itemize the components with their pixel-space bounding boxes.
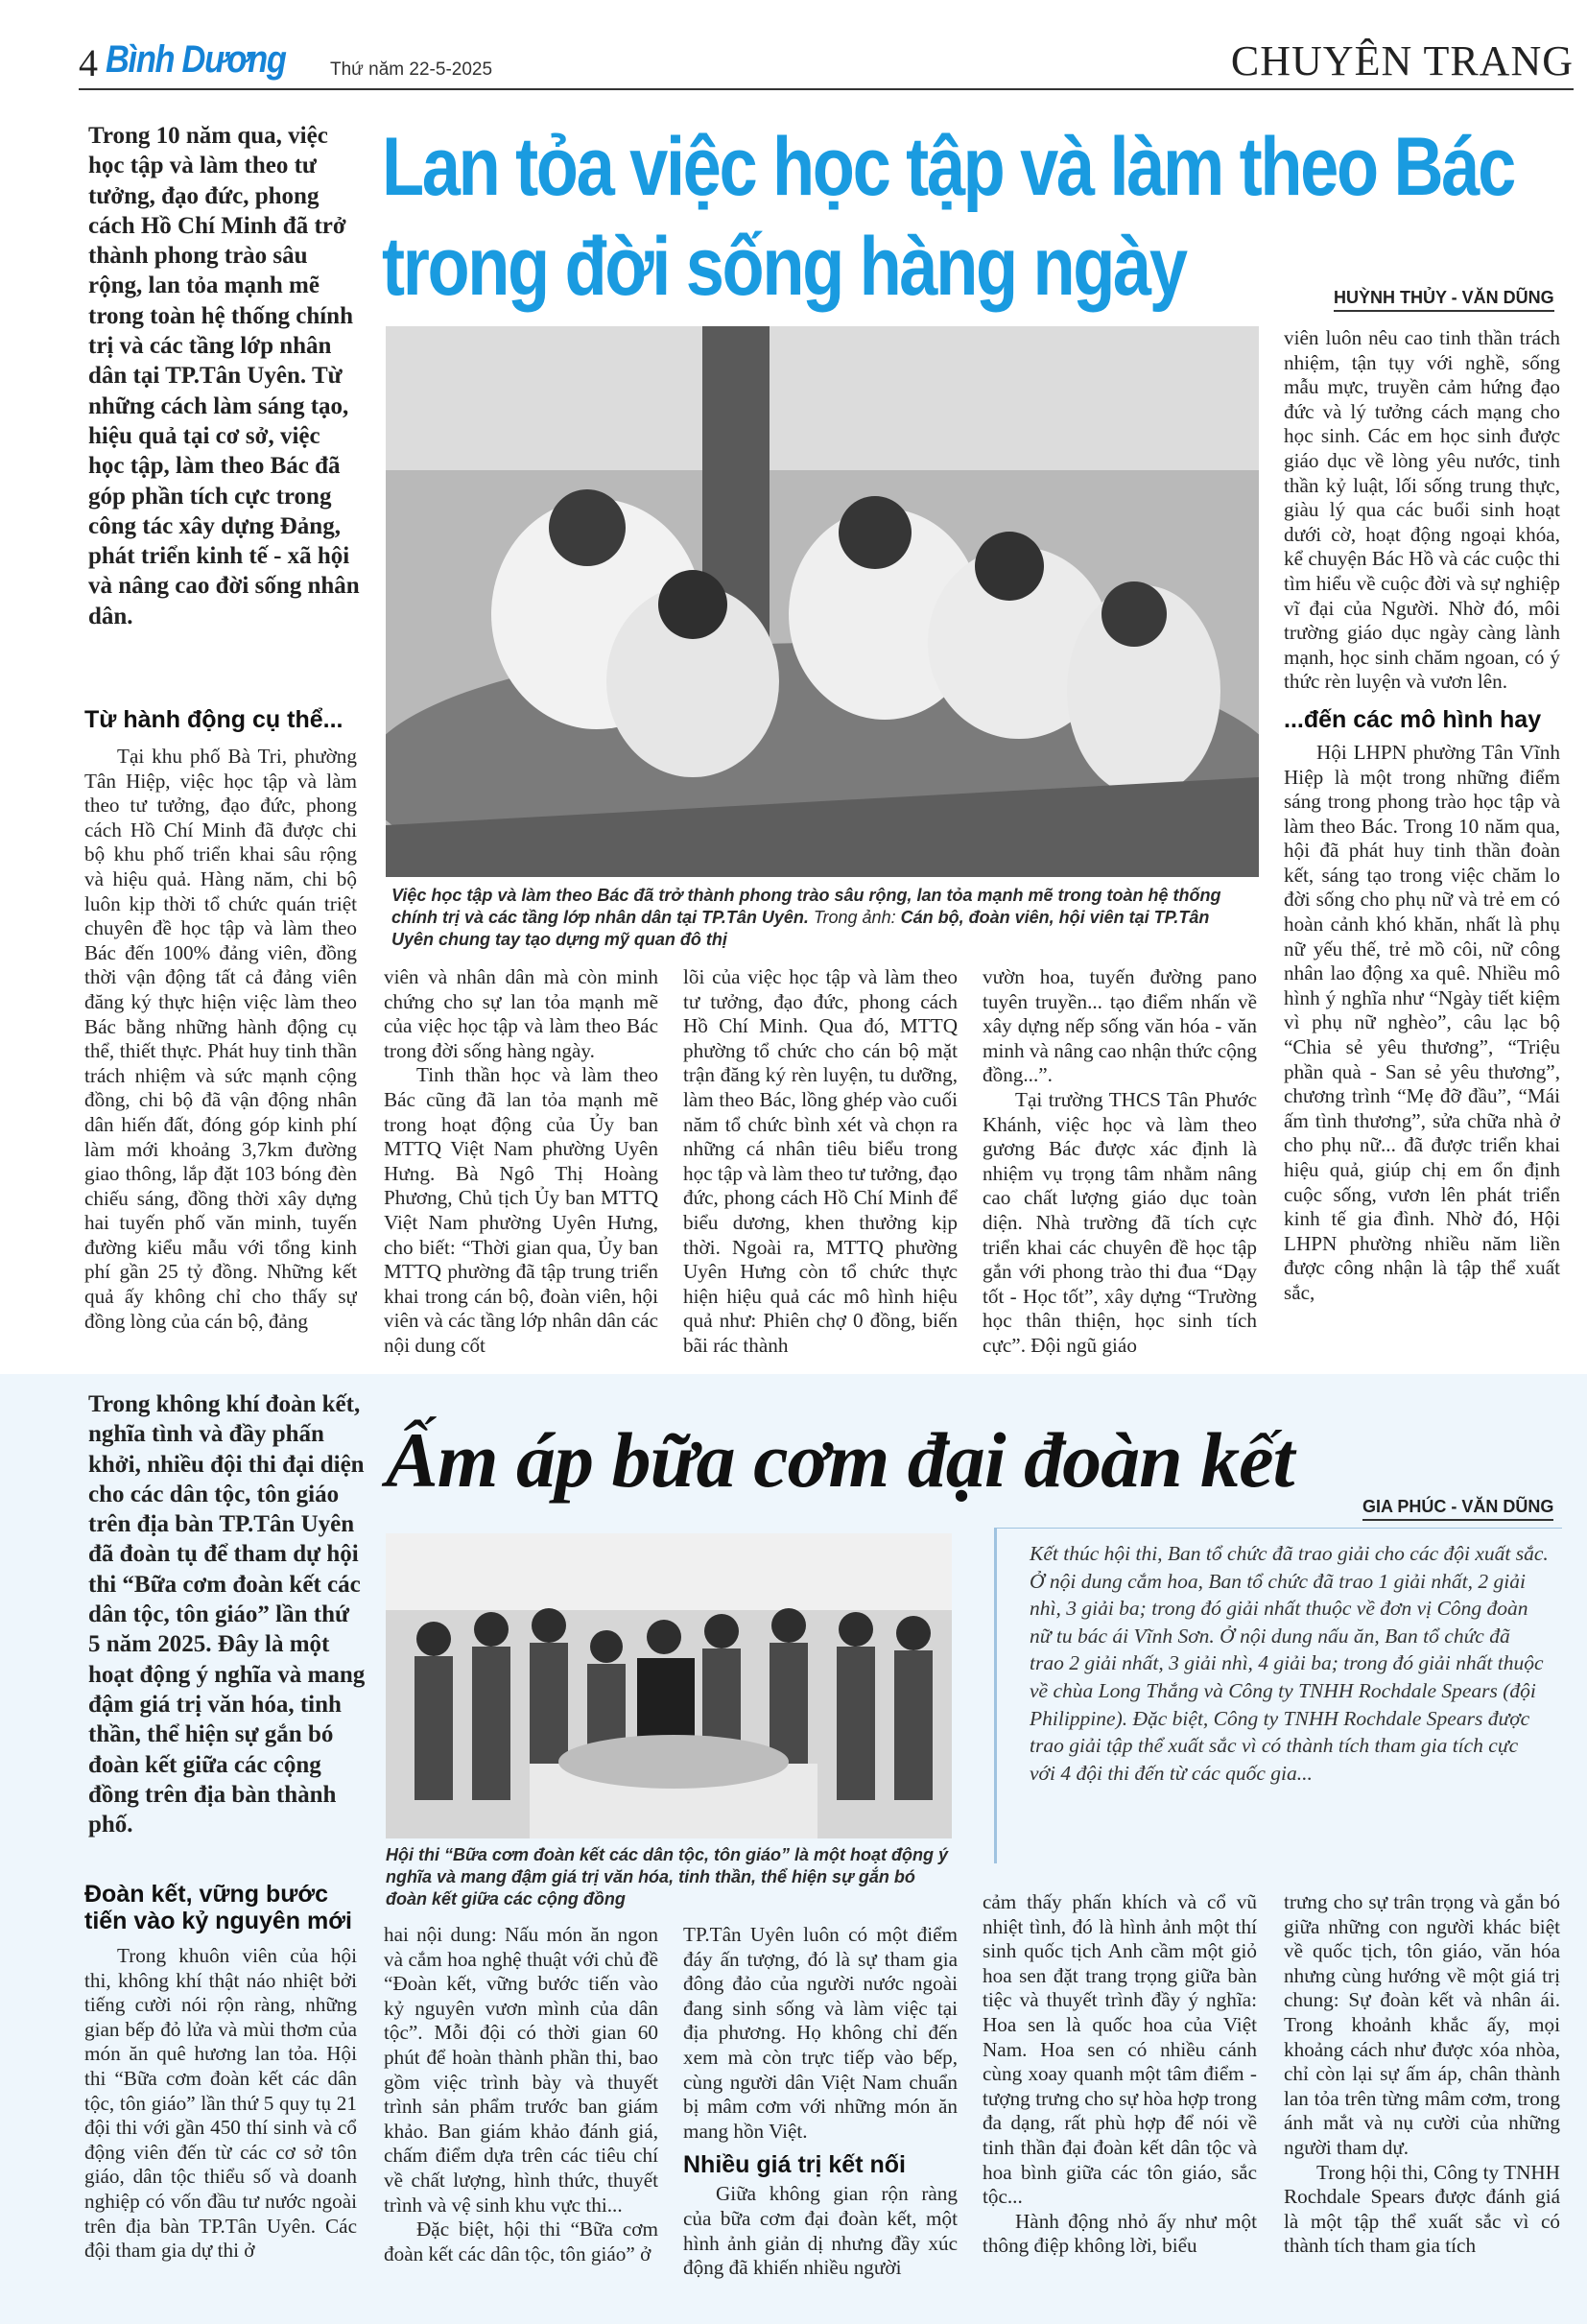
article1-col1-text: Tại khu phố Bà Tri, phường Tân Hiệp, việc học tập và làm theo tư tưởng, đạo đức, phong cách Hồ Chí Minh đã được chi bộ khu phố triển khai sâu rộng và hiệu quả. Hàng năm, chi bộ luôn kịp thời tổ chức quán triệt chuyên đề học tập và làm theo Bác đến 100% đảng viên, đồng thời vận động tất cả đảng viên đăng ký thực hiện việc làm theo Bác bằng những hành động cụ thể, thiết thực. Phát huy tinh thần trách nhiệm và sức mạnh cộng đồng, chi bộ đã vận động nhân dân hiến đất, đóng góp kinh phí làm mới khoảng 3,7km đường giao thông, lắp đặt 103 bóng đèn chiếu sáng, đồng thời xây dựng hai tuyến phố văn minh, tuyến đường kiểu mẫu với tổng kinh phí gần 25 tỷ đồng. Những kết quả ấy không chỉ cho thấy sự đồng lòng của cán bộ, đảng [84, 745, 357, 1333]
article1-col1 [84, 706, 357, 1359]
article1-col4 [983, 965, 1257, 1359]
article2-col5 [1284, 1890, 1560, 2312]
article2-col4-text1: cảm thấy phấn khích và cổ vũ nhiệt tình, đó là hình ảnh một thí sinh quốc tịch Anh cầm một giỏ hoa sen đặt trang trọng giữa bàn tiệc và thuyết trình đầy ý nghĩa: Hoa sen là quốc hoa của Việt Nam. Hoa sen có nhiều cánh cùng xoay quanh một tâm điểm - tượng trưng cho sự hòa hợp trong đa dạng, rất phù hợp để nói về tinh thần đại đoàn kết dân tộc và hoa bình giữa các tôn giáo, sắc tộc... [983, 1890, 1257, 2209]
article1-col2-text2: Tinh thần học và làm theo Bác cũng đã lan tỏa mạnh mẽ trong hoạt động của Ủy ban MTTQ Việt Nam phường Uyên Hưng. Bà Ngô Thị Hoàng Phương, Chủ tịch Ủy ban MTTQ Việt Nam phường Uyên Hưng, cho biết: “Thời gian qua, Ủy ban MTTQ phường đã tập trung triển khai trong cán bộ, đoàn viên, hội viên và các tầng lớp nhân dân các nội dung cốt [384, 1063, 658, 1357]
article2-col3-text1: TP.Tân Uyên luôn có một điểm đáy ấn tượng, đó là sự tham gia đông đảo của người nước ngoài đang sinh sống và làm việc tại địa phương. Họ không chỉ đến xem mà còn trực tiếp vào bếp, cùng người dân Việt Nam chuẩn bị mâm cơm với những món ăn mang hồn Việt. [683, 1923, 958, 2143]
article2-col2-text1: hai nội dung: Nấu món ăn ngon và cắm hoa nghệ thuật với chủ đề “Đoàn kết, vững bước tiến vào kỷ nguyên vươn mình của dân tộc”. Mỗi đội có thời gian 60 phút để hoàn thành phần thi, bao gồm việc trình bày và thuyết trình sản phẩm trước ban giám khảo. Ban giám khảo đánh giá, chấm điểm dựa trên các tiêu chí về chất lượng, hình thức, thuyết trình và vệ sinh khu vực thi... [384, 1923, 658, 2217]
article1-col4-text1: vườn hoa, tuyến đường pano tuyên truyền... tạo điểm nhấn về xây dựng nếp sống văn hóa - văn minh và nâng cao nhận thức cộng đồng...”. [983, 965, 1257, 1087]
issue-date: Thứ năm 22-5-2025 [330, 59, 493, 80]
article2-col1 [84, 1881, 357, 2312]
article1-lead: Trong 10 năm qua, việc học tập và làm theo tư tưởng, đạo đức, phong cách Hồ Chí Minh đã trở thành phong trào sâu rộng, lan tỏa mạnh mẽ trong toàn hệ thống chính trị và các tầng lớp nhân dân tại TP.Tân Uyên. Từ những cách làm sáng tạo, hiệu quả tại cơ sở, việc học tập, làm theo Bác đã góp phần tích cực trong công tác xây dựng Đảng, phát triển kinh tế - xã hội và nâng cao đời sống nhân dân. [88, 123, 360, 629]
header-rule [79, 88, 1574, 90]
article2-col3-text2: Giữa không gian rộn ràng của bữa cơm đại đoàn kết, một hình ảnh giản dị nhưng đầy xúc động đã khiến nhiều người [683, 2182, 958, 2280]
article1-subhead1: Từ hành động cụ thể... [84, 706, 343, 733]
article1-col5 [1284, 326, 1560, 1359]
article1-photo[interactable] [386, 326, 1259, 877]
photo-illustration [386, 326, 1259, 877]
article2-photo[interactable] [386, 1533, 952, 1838]
article1-col5-text2: Hội LHPN phường Tân Vĩnh Hiệp là một trong những điểm sáng trong phong trào học tập và làm theo Bác. Trong 10 năm qua, hội đã phát huy tinh thần đoàn kết, sáng tạo trong việc chăm lo đời sống cho phụ nữ và trẻ em có hoàn cảnh khó khăn, nhất là phụ nữ yếu thế, trẻ mồ côi, nữ công nhân lao động xa quê. Nhiều mô hình ý nghĩa như “Ngày tiết kiệm vì phụ nữ nghèo”, câu lạc bộ “Chia sẻ yêu thương”, “Triệu phần quà - San sẻ yêu thương”, chương trình “Mẹ đỡ đầu”, “Mái ấm tình thương”, sửa chữa nhà ở cho phụ nữ... đã được triển khai hiệu quả, giúp chị em ổn định cuộc sống, vươn lên phát triển kinh tế gia đình. Nhờ đó, Hội LHPN phường nhiều năm liền được công nhận là tập thể xuất sắc, [1284, 740, 1560, 1304]
article1-col5-text: viên luôn nêu cao tinh thần trách nhiệm, tận tụy với nghề, sống mẫu mực, truyền cảm hứng đạo đức và lý tưởng cách mạng cho học sinh. Các em học sinh được giáo dục về lòng yêu nước, tinh thần kỷ luật, lối sống trung thực, giàu lý qua các buổi sinh hoạt dưới cờ, hoạt động ngoại khóa, kể chuyện Bác Hồ và các cuộc thi tìm hiểu về cuộc đời và sự nghiệp vĩ đại của Người. Nhờ đó, môi trường giáo dục ngày càng lành mạnh, học sinh chăm ngoan, có ý thức rèn luyện và vươn lên. [1284, 326, 1560, 694]
article1-photo-caption: Việc học tập và làm theo Bác đã trở thành phong trào sâu rộng, lan tỏa mạnh mẽ trong toàn hệ thống chính trị và các tầng lớp nhân dân tại TP.Tân Uyên. Trong ảnh: Cán bộ, đoàn viên, hội viên tại TP.Tân Uyên chung tay tạo dựng mỹ quan đô thị [391, 886, 1221, 949]
article2-col5-text1: trưng cho sự trân trọng và gắn bó giữa những con người khác biệt về quốc tịch, tôn giáo, văn hóa nhưng cùng hướng về một giá trị chung: Sự đoàn kết và nhân ái. Trong khoảnh khắc ấy, mọi khoảng cách như được xóa nhòa, chỉ còn lại sự ấm áp, chân thành lan tỏa trên từng mâm cơm, trong ánh mắt và nụ cười của những người tham dự. [1284, 1890, 1560, 2159]
article2-col2-text2: Đặc biệt, hội thi “Bữa cơm đoàn kết các dân tộc, tôn giáo” ở [384, 2217, 658, 2265]
article2-byline: GIA PHÚC - VĂN DŨNG [1362, 1497, 1553, 1521]
article2-quote-box: Kết thúc hội thi, Ban tổ chức đã trao giải cho các đội xuất sắc. Ở nội dung cắm hoa, Ban tổ chức đã trao 1 giải nhất, 2 giải nhì, 3 giải ba; trong đó giải nhất thuộc về đơn vị Công đoàn nữ tu bác ái Vĩnh Sơn. Ở nội dung nấu ăn, Ban tổ chức đã trao 2 giải nhất, 3 giải nhì, 4 giải ba; trong đó giải nhất thuộc về chùa Long Thắng và Công ty TNHH Rochdale Spears (đội Philippine). Đặc biệt, Công ty TNHH Rochdale Spears được trao giải tập thể xuất sắc vì có thành tích tham gia tích cực với 4 đội thi đến từ các quốc gia... [994, 1528, 1562, 1863]
article1-title [382, 117, 1572, 317]
article1-byline: HUỲNH THỦY - VĂN DŨNG [1334, 288, 1554, 312]
article2-title: Ấm áp bữa cơm đại đoàn kết [386, 1416, 1294, 1504]
newspaper-logo[interactable]: Bình Dương [106, 38, 286, 81]
article2-subhead1: Đoàn kết, vững bước tiến vào kỷ nguyên mới [84, 1881, 352, 1934]
article2-panel [0, 1374, 1587, 2324]
article1-col4-text2: Tại trường THCS Tân Phước Khánh, việc học và làm theo gương Bác được xác định là nhiệm vụ trọng tâm nhằm nâng cao chất lượng giáo dục toàn diện. Nhà trường đã tích cực triển khai các chuyên đề học tập gắn với phong trào thi đua “Dạy tốt - Học tốt”, xây dựng “Trường học thân thiện, học sinh tích cực”. Đội ngũ giáo [983, 1087, 1257, 1357]
article2-subhead2: Nhiều giá trị kết nối [683, 2151, 906, 2179]
article2-col5-text2: Trong hội thi, Công ty TNHH Rochdale Spears được đánh giá là một tập thể xuất sắc vì có thành tích tham gia tích [1284, 2160, 1560, 2258]
article1-col2-text1: viên và nhân dân mà còn minh chứng cho sự lan tỏa mạnh mẽ của việc học tập và làm theo Bác trong đời sống hàng ngày. [384, 965, 658, 1062]
article2-lead: Trong không khí đoàn kết, nghĩa tình và đầy phấn khởi, nhiều đội thi đại diện cho các dân tộc, tôn giáo trên địa bàn TP.Tân Uyên đã đoàn tụ để tham dự hội thi “Bữa cơm đoàn kết các dân tộc, tôn giáo” lần thứ 5 năm 2025. Đây là một hoạt động ý nghĩa và mang đậm giá trị văn hóa, tinh thần, thể hiện sự gắn bó đoàn kết giữa các cộng đồng trên địa bàn thành phố. [88, 1391, 366, 1838]
article1-title-line2: trong đời sống hàng ngày [382, 221, 1186, 313]
article1-col2 [384, 965, 658, 1359]
article1-title-line1: Lan tỏa việc học tập và làm theo Bác [382, 121, 1514, 213]
article2-col4-text2: Hành động nhỏ ấy như một thông điệp không lời, biểu [983, 2209, 1257, 2258]
article2-col2 [384, 1923, 658, 2312]
article2-col3 [683, 1923, 958, 2312]
page-number: 4 [79, 41, 98, 84]
article2-col1-text: Trong khuôn viên của hội thi, không khí thật náo nhiệt bởi tiếng cười nói rộn ràng, những gian bếp đỏ lửa và mùi thơm của món ăn quê hương lan tỏa. Hội thi “Bữa cơm đoàn kết các dân tộc, tôn giáo” lần thứ 5 quy tụ 21 đội thi với gần 450 thí sinh và cổ động viên đến từ các cơ sở tôn giáo, dân tộc thiểu số và doanh nghiệp có vốn đầu tư nước ngoài trên địa bàn TP.Tân Uyên. Các đội tham gia dự thi ở [84, 1944, 357, 2263]
article2-photo-caption: Hội thi “Bữa cơm đoàn kết các dân tộc, tôn giáo” là một hoạt động ý nghĩa và mang đậm giá trị văn hóa, tinh thần, thể hiện sự gắn bó đoàn kết giữa các cộng đồng [386, 1845, 948, 1909]
article1-subhead2: ...đến các mô hình hay [1284, 705, 1542, 733]
page-header [79, 36, 1574, 90]
article1-col3 [683, 965, 958, 1359]
article1-col3-text: lõi của việc học tập và làm theo tư tưởng, đạo đức, phong cách Hồ Chí Minh. Qua đó, MTTQ phường tổ chức cho cán bộ mặt trận đăng ký rèn luyện, tu dưỡng, làm theo Bác, lồng ghép vào cuối năm tổ chức bình xét và chọn ra những cá nhân tiêu biểu trong học tập và làm theo tư tưởng, đạo đức, phong cách Hồ Chí Minh để biểu dương, khen thưởng kịp thời. Ngoài ra, MTTQ phường Uyên Hưng còn tổ chức thực hiện hiệu quả các mô hình hiệu quả như: Phiên chợ 0 đồng, biến bãi rác thành [683, 965, 958, 1357]
article2-col4 [983, 1890, 1257, 2312]
section-title: CHUYÊN TRANG [1230, 37, 1574, 84]
photo-illustration-2 [386, 1533, 952, 1838]
